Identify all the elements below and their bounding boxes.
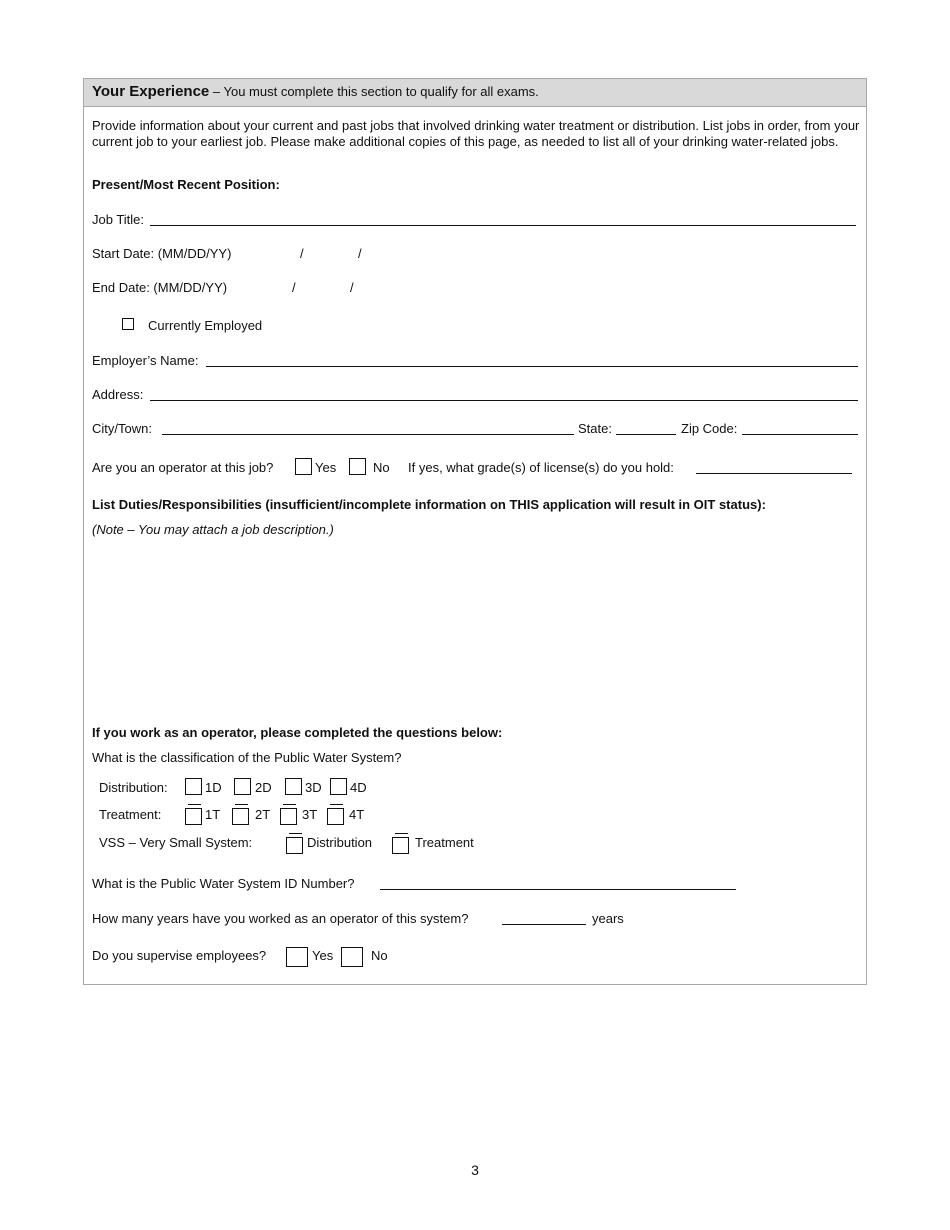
start-date-label: Start Date: (MM/DD/YY) [92,246,232,261]
duties-heading: List Duties/Responsibilities (insufficient/incomplete information on THIS application will result in OIT status): [92,497,766,512]
position-heading: Present/Most Recent Position: [92,177,280,192]
treatment-1t-checkbox[interactable] [185,808,202,825]
employer-name-field[interactable] [206,366,858,367]
currently-employed-label: Currently Employed [148,318,263,333]
operator-no-checkbox[interactable] [349,458,366,475]
license-grade-field[interactable] [696,473,852,474]
section-title: Your Experience [92,83,210,100]
treatment-label: Treatment: [99,807,162,822]
start-date-sep-1: / [300,246,304,261]
zip-field[interactable] [742,434,858,435]
supervise-yes-label: Yes [312,948,334,963]
treatment-2t-label: 2T [255,807,271,822]
treatment-1t-label: 1T [205,807,221,822]
treatment-3t-mark [283,804,296,805]
zip-label: Zip Code: [681,421,738,436]
end-date-sep-2: / [350,280,354,295]
years-field[interactable] [502,924,586,925]
vss-label: VSS – Very Small System: [99,835,253,850]
pws-id-field[interactable] [380,889,736,890]
distribution-1d-checkbox[interactable] [185,778,202,795]
distribution-label: Distribution: [99,780,168,795]
intro-text: Provide information about your current and past jobs that involved drinking water treatment or distribution. List jobs in order, from your current job to your earliest job. Please make additional copies of this page, as needed to list all of your drinking water-related jobs. [92,118,860,149]
page-number: 3 [471,1162,479,1178]
treatment-4t-label: 4T [349,807,365,822]
treatment-2t-checkbox[interactable] [232,808,249,825]
job-title-field[interactable] [150,225,856,226]
treatment-3t-label: 3T [302,807,318,822]
operator-no-label: No [373,460,390,475]
employer-name-label: Employer’s Name: [92,353,199,368]
city-label: City/Town: [92,421,152,436]
job-title-label: Job Title: [92,212,145,227]
end-date-label: End Date: (MM/DD/YY) [92,280,228,295]
section-header [84,79,866,107]
distribution-2d-label: 2D [255,780,272,795]
supervise-no-checkbox[interactable] [341,947,363,967]
years-question: How many years have you worked as an operator of this system? [92,911,469,926]
address-label: Address: [92,387,144,402]
state-field[interactable] [616,434,676,435]
vss-distribution-checkbox[interactable] [286,837,303,854]
vss-treatment-label: Treatment [415,835,474,850]
distribution-2d-checkbox[interactable] [234,778,251,795]
operator-section-heading: If you work as an operator, please completed the questions below: [92,725,503,740]
duties-note: (Note – You may attach a job description.) [92,522,334,537]
vss-treatment-checkbox[interactable] [392,837,409,854]
treatment-2t-mark [235,804,248,805]
operator-yes-checkbox[interactable] [295,458,312,475]
treatment-3t-checkbox[interactable] [280,808,297,825]
duties-area[interactable] [92,545,860,715]
distribution-3d-label: 3D [305,780,322,795]
end-date-sep-1: / [292,280,296,295]
experience-section [83,78,867,985]
address-field[interactable] [150,400,858,401]
currently-employed-checkbox[interactable] [122,318,134,330]
license-grade-question: If yes, what grade(s) of license(s) do you hold: [408,460,674,475]
classification-question: What is the classification of the Public Water System? [92,750,402,765]
section-subtitle: – You must complete this section to qualify for all exams. [209,84,539,99]
distribution-3d-checkbox[interactable] [285,778,302,795]
years-unit: years [592,911,624,926]
distribution-4d-checkbox[interactable] [330,778,347,795]
vss-treatment-mark [395,833,408,834]
pws-id-question: What is the Public Water System ID Number? [92,876,355,891]
treatment-1t-mark [188,804,201,805]
vss-distribution-label: Distribution [307,835,373,850]
distribution-4d-label: 4D [350,780,367,795]
operator-question: Are you an operator at this job? [92,460,274,475]
vss-distribution-mark [289,833,302,834]
treatment-4t-mark [330,804,343,805]
operator-yes-label: Yes [315,460,337,475]
supervise-question: Do you supervise employees? [92,948,267,963]
distribution-1d-label: 1D [205,780,222,795]
supervise-no-label: No [371,948,388,963]
state-label: State: [578,421,612,436]
start-date-sep-2: / [358,246,362,261]
treatment-4t-checkbox[interactable] [327,808,344,825]
supervise-yes-checkbox[interactable] [286,947,308,967]
city-field[interactable] [162,434,574,435]
